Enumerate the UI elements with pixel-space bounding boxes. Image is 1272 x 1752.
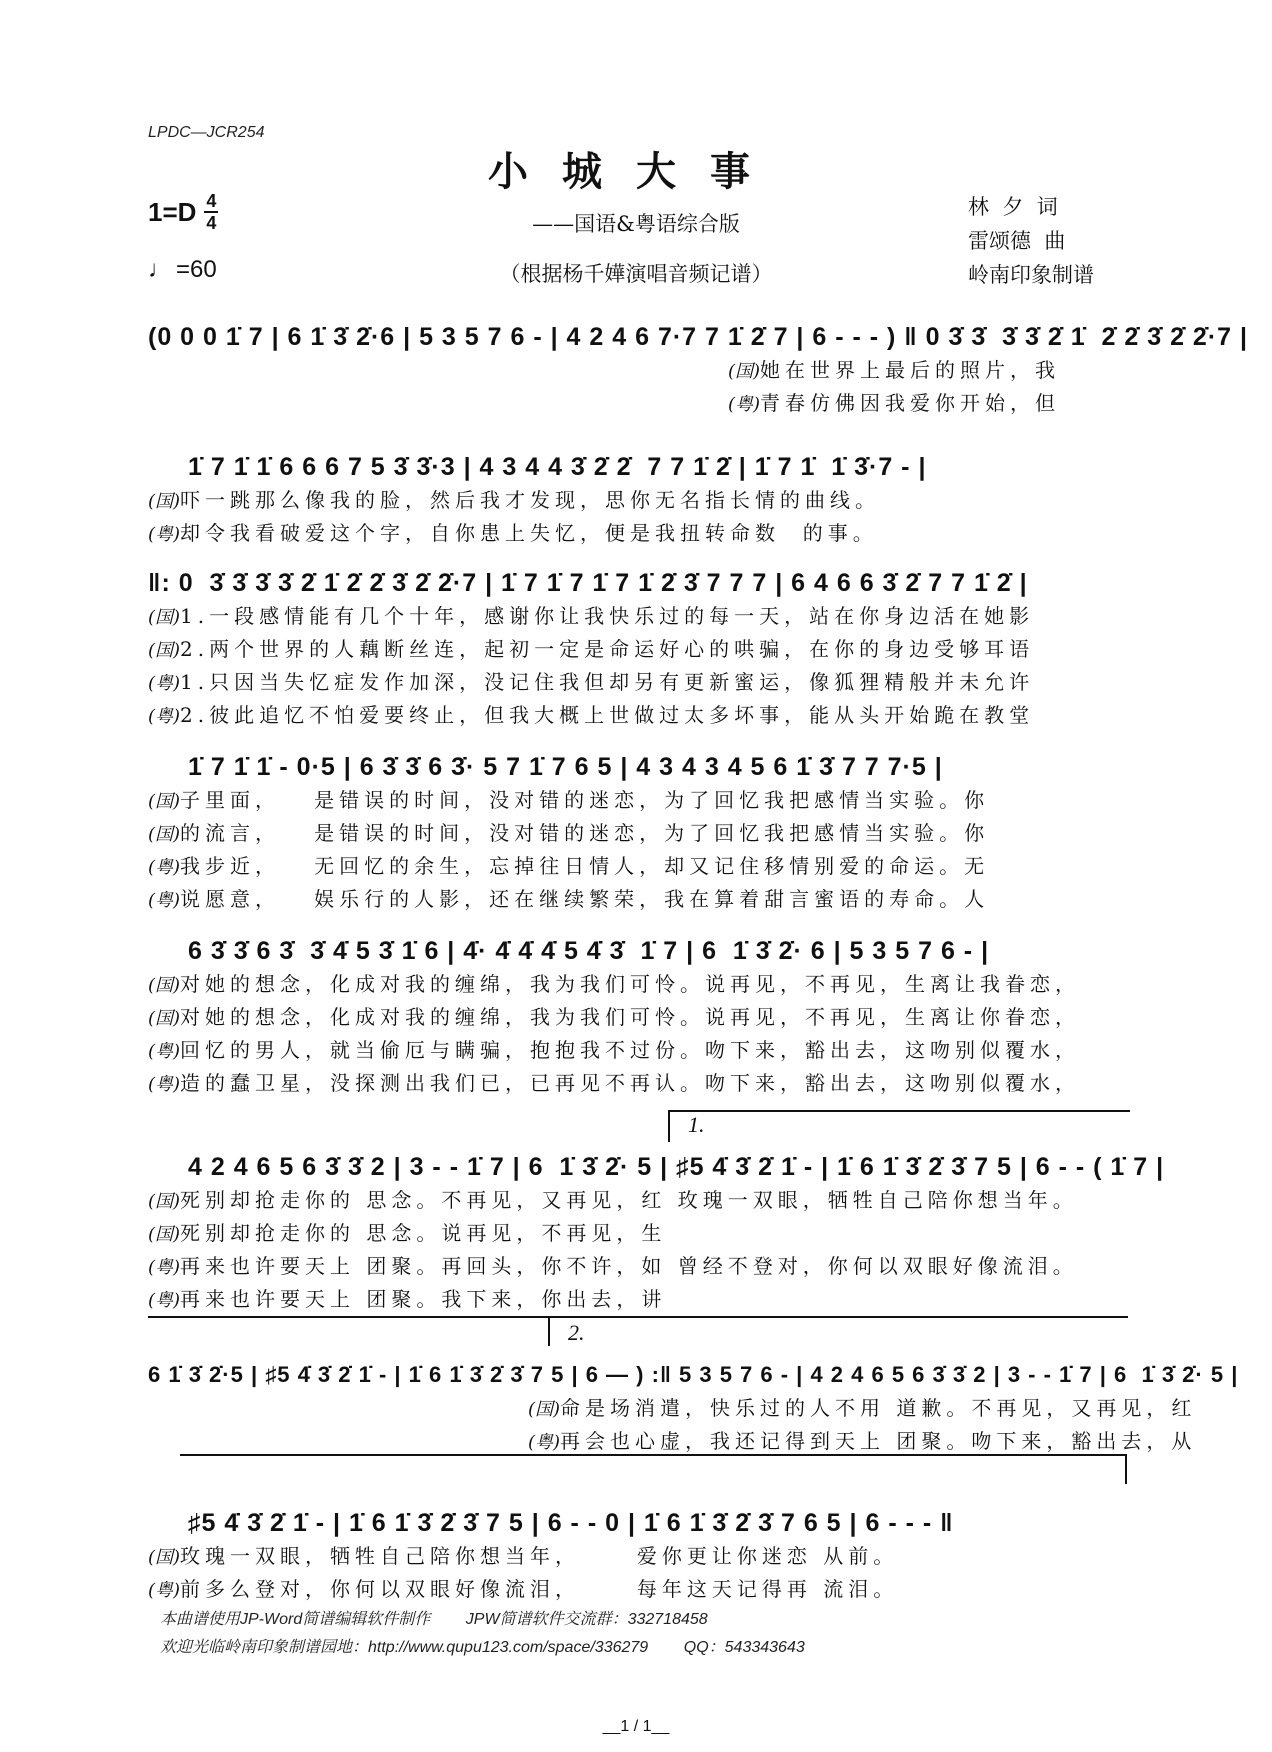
- lyric-line: (国)对她的想念，化成对我的缠绵，我为我们可怜。说再见，不再见，生离让你眷恋，: [148, 1005, 1081, 1029]
- transcriber-credit: 岭南印象制谱: [968, 263, 1094, 287]
- notation-line: 6 1̇ 3̇ 2̇·5 | ♯5 4̇ 3̇ 2̇ 1̇ - | 1̇ 6 1̇ 3̇ 2̇ 3̇ 7 5 | 6 — ) :‖ 5 3 5 7 6 - | 4 2 4 6 5 6 3̇ 3̇ 2 | 3 - - 1̇ 7 | 6 1̇ 3̇ 2̇· 5 |: [148, 1362, 1239, 1387]
- lyric-line: (粤)2.彼此追忆不怕爱要终止，但我大概上世做过太多坏事，能从头开始跪在教堂: [148, 703, 1035, 727]
- lyric-line: (粤)再会也心虚，我还记得到天上 团聚。吻下来，豁出去，从: [528, 1429, 1197, 1453]
- notation-line: (0 0 0 1̇ 7 | 6 1̇ 3̇ 2̇·6 | 5 3 5 7 6 - | 4 2 4 6 7·7 7 1̇ 2̇ 7 | 6 - - - ) ‖ 0 3̇ 3̇ 3̇ 3̇ 2̇ 1̇ 2̇ 2̇ 3̇ 2̇ 2̇·7 |: [148, 323, 1248, 351]
- volta-bracket-1: 1.: [668, 1110, 1130, 1142]
- lyric-line: (国)对她的想念，化成对我的缠绵，我为我们可怜。说再见，不再见，生离让我眷恋，: [148, 972, 1081, 996]
- lyric-line: (粤)青春仿佛因我爱你开始，但: [728, 391, 1061, 415]
- lyric-line: (国)她在世界上最后的照片，我: [728, 358, 1061, 382]
- credits: [968, 190, 1094, 292]
- key-signature: [148, 192, 218, 232]
- footer-line-1: 本曲谱使用JP-Word简谱编辑软件制作 JPW简谱软件交流群：332718458: [160, 1611, 708, 1628]
- notation-line: 1̇ 7 1̇ 1̇ - 0·5 | 6 3̇ 3̇ 6 3̇· 5 7 1̇ 7 6 5 | 4 3 4 3 4 5 6 1̇ 3̇ 7 7 7·5 |: [188, 753, 943, 781]
- quarter-note-icon: ♩: [148, 256, 172, 283]
- notation-line: ‖: 0 3̇ 3̇ 3̇ 3̇ 2̇ 1̇ 2̇ 2̇ 3̇ 2̇ 2̇·7 | 1̇ 7 1̇ 7 1̇ 7 1̇ 2̇ 3̇ 7 7 7 | 6 4 6 6 3̇ 2̇ 7 7 1̇ 2̇ |: [148, 569, 1028, 597]
- page-number: __1 / 1__: [602, 1718, 670, 1735]
- lyric-line: (粤)再来也许要天上 团聚。我下来，你出去，讲: [148, 1287, 667, 1311]
- lyric-line: (粤)1.只因当失忆症发作加深，没记住我但却另有更新蜜运，像狐狸精般并未允许: [148, 670, 1035, 694]
- lyric-line: (国)吓一跳那么像我的脸，然后我才发现，思你无名指长情的曲线。: [148, 488, 881, 512]
- lyricist-credit: 林 夕 词: [968, 195, 1058, 219]
- lyric-line: (国)子里面， 是错误的时间，没对错的迷恋，为了回忆我把感情当实验。你: [148, 788, 990, 812]
- tempo-value: =60: [176, 256, 217, 283]
- time-signature: $\frac{4}{4}$: [206, 191, 217, 233]
- lyric-line: (国)命是场消遣，快乐过的人不用 道歉。不再见，又再见，红: [528, 1396, 1197, 1420]
- lyric-line: (粤)却令我看破爱这个字，自你患上失忆，便是我扭转命数 的事。: [148, 521, 878, 545]
- score-system-1: [148, 320, 1248, 420]
- notation-line: 6 3̇ 3̇ 6 3̇ 3̇ 4̇ 5 3̇ 1̇ 6 | 4̇· 4̇ 4̇ 4̇ 5 4̇ 3̇ 1̇ 7 | 6 1̇ 3̇ 2̇· 6 | 5 3 5 7 6 - |: [188, 937, 990, 965]
- footer-line-2: 欢迎光临岭南印象制谱园地：http://www.qupu123.com/space/336279 QQ：543343643: [160, 1639, 805, 1656]
- lyric-line: (粤)造的蠢卫星，没探测出我们已，已再见不再认。吻下来，豁出去，这吻别似覆水，: [148, 1071, 1081, 1095]
- tempo-marking: [148, 256, 217, 284]
- transcription-source-note: （根据杨千嬅演唱音频记谱）: [499, 262, 773, 286]
- score-code: LPDC—JCR254: [148, 124, 265, 141]
- lyric-line: (粤)再来也许要天上 团聚。再回头，你不许，如 曾经不登对，你何以双眼好像流泪。: [148, 1254, 1078, 1278]
- score-system-4: [148, 750, 1130, 916]
- lyric-line: (粤)我步近， 无回忆的余生，忘掉往日情人，却又记住移情别爱的命运。无: [148, 854, 990, 878]
- score-system-8: [148, 1506, 1130, 1606]
- lyric-line: (粤)前多么登对，你何以双眼好像流泪， 每年这天记得再 流泪。: [148, 1577, 899, 1601]
- lyric-line: (粤)回忆的男人，就当偷厄与瞒骗，抱抱我不过份。吻下来，豁出去，这吻别似覆水，: [148, 1038, 1081, 1062]
- volta-end-tick: [1125, 1454, 1127, 1484]
- lyric-line: (国)死别却抢走你的 思念。说再见，不再见，生: [148, 1221, 667, 1245]
- song-subtitle: ——国语&粤语综合版: [532, 212, 740, 236]
- key-label: 1=D: [148, 196, 197, 227]
- lyric-line: (国)2.两个世界的人藕断丝连，起初一定是命运好心的哄骗，在你的身边受够耳语: [148, 637, 1035, 661]
- volta-end-line: [180, 1454, 1125, 1456]
- composer-credit: 雷颂德 曲: [968, 229, 1066, 253]
- notation-line: ♯5 4̇ 3̇ 2̇ 1̇ - | 1̇ 6 1̇ 3̇ 2̇ 3̇ 7 5 | 6 - - 0 | 1̇ 6 1̇ 3̇ 2̇ 3̇ 7 6 5 | 6 - - - ‖: [188, 1509, 954, 1537]
- notation-line: 1̇ 7 1̇ 1̇ 6 6 6 7 5 3̇ 3̇·3 | 4 3 4 4 3̇ 2̇ 2̇ 7 7 1̇ 2̇ | 1̇ 7 1̇ 1̇ 3̇·7 - |: [188, 453, 927, 481]
- lyric-line: (国)玫瑰一双眼，牺牲自己陪你想当年， 爱你更让你迷恋 从前。: [148, 1544, 899, 1568]
- lyric-line: (国)的流言， 是错误的时间，没对错的迷恋，为了回忆我把感情当实验。你: [148, 821, 990, 845]
- score-system-6: [148, 1150, 1165, 1316]
- lyric-line: (国)死别却抢走你的 思念。不再见，又再见，红 玫瑰一双眼，牺牲自己陪你想当年。: [148, 1188, 1078, 1212]
- notation-line: 4 2 4 6 5 6 3̇ 3̇ 2 | 3 - - 1̇ 7 | 6 1̇ 3̇ 2̇· 5 | ♯5 4̇ 3̇ 2̇ 1̇ - | 1̇ 6 1̇ 3̇ 2̇ 3̇ 7 5 | 6 - - ( 1̇ 7 |: [188, 1153, 1165, 1181]
- volta-bracket-2: 2.: [548, 1316, 1130, 1346]
- lyric-line: (粤)说愿意， 娱乐行的人影，还在继续繁荣，我在算着甜言蜜语的寿命。人: [148, 887, 990, 911]
- score-system-3: [148, 566, 1130, 732]
- score-system-2: [148, 450, 1130, 550]
- score-system-5: [148, 934, 1130, 1100]
- song-title: 小城大事: [488, 148, 784, 195]
- score-system-7: [148, 1358, 1239, 1458]
- lyric-line: (国)1.一段感情能有几个十年，感谢你让我快乐过的每一天，站在你身边活在她影: [148, 604, 1035, 628]
